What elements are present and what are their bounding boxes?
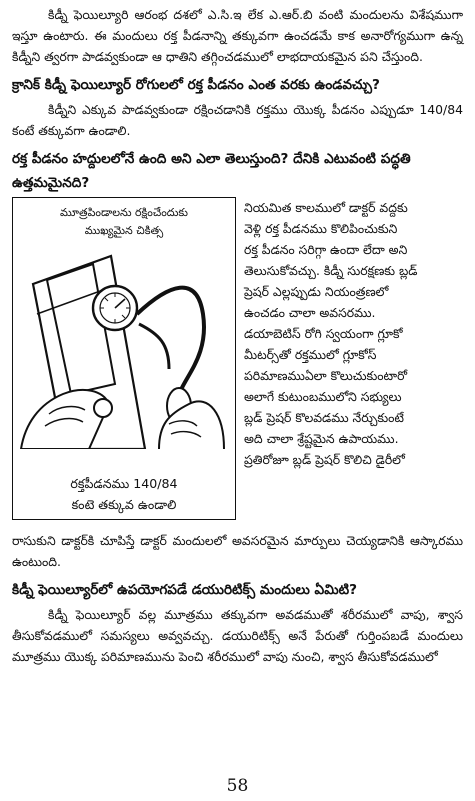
figure-caption-bottom [17, 473, 231, 515]
side-line: ప్రెషర్ ఎల్లప్పుడు నియంత్రణలో [244, 284, 389, 299]
figure-caption-bottom-line1: రక్తపీడనము 140/84 [70, 476, 178, 491]
side-line: రక్త పీడనం సరిగ్గా ఉందా లేదా అని [244, 242, 408, 257]
side-line: బ్లడ్ ప్రెషర్ కొలవడము నేర్చుకుంటే [244, 410, 404, 425]
blood-pressure-figure [12, 197, 236, 520]
side-line: వెళ్లి రక్త పీడనము కొలిపించుకుని [244, 221, 398, 236]
side-line: అది చాలా శ్రేష్టమైన ఉపాయము. [244, 431, 399, 446]
side-line: పరిమాణముఏలా కొలుచుకుంటారో [244, 368, 408, 383]
side-line: మీటర్స్‌తో రక్తములో గ్లూకోస్ [244, 347, 377, 362]
figure-caption-top-line1: మూత్రపిండాలను రక్షించేందుకు [60, 206, 188, 219]
side-line: ప్రతిరోజూ బ్లడ్ ప్రెషర్ కొలిచి డైరీలో [244, 452, 405, 467]
paragraph-diuretics: కిడ్నీ ఫెయిల్యూర్ వల్ల మూత్రము తక్కువగా అవడముతో శరీరములో వాపు, శ్వాస తీసుకోవడములో సమస్యలు అవ్వవచ్చు. డయురిటిక్స్ అనే పేరుతో గుర్తింపబడే మందులు మూత్రము యొక్క పరిమాణమును పెంచి శరీరములో వాపు నుంచి, శ్వాస తీసుకోవడములో [12, 607, 463, 664]
side-line: ఉంచడం చాలా అవసరము. [244, 305, 376, 320]
side-line: నియమిత కాలములో డాక్టర్ వద్దకు [244, 200, 408, 215]
figure-caption-top [21, 204, 227, 240]
paragraph-blood-pressure-limit: కిడ్నీని ఎక్కువ పాడవ్వకుండా రక్షించడానికి రక్తము యొక్క పీడనం ఎప్పుడూ 140/84 కంటే తక్కువగా ఉండాలి. [12, 102, 463, 138]
blood-pressure-measurement-illustration [19, 244, 229, 449]
side-line: తెలుసుకోవచ్చు. కిడ్నీ సురక్షణకు బ్లడ్ [244, 263, 418, 278]
figure-caption-top-line2: ముఖ్యమైన చికిత్స [84, 224, 164, 237]
page-content [12, 4, 463, 667]
intro-paragraph: కిడ్నీ ఫెయిల్యూరి ఆరంభ దశలో ఎ.సి.ఇ లేక ఎ.ఆర్.బి వంటి మందులను విశేషముగా ఇస్తూ ఉంటారు. ఈ మందులు రక్త పీడనాన్ని తక్కువగా ఉంచడమే కాక అనారోగ్యముగా ఉన్న కిడ్నీని త్వరగా పాడవ్వకుండా ఆ ధాతిని తగ్గించడములో లాభదాయకమైన పని చేస్తుంది. [12, 7, 463, 64]
figure-caption-bottom-line2: కంటె తక్కువ ఉండాలి [71, 497, 177, 512]
side-line: డయాబెటిస్ రోగి స్వయంగా గ్లూకో [244, 326, 403, 341]
page-number: 58 [226, 776, 249, 796]
paragraph-diary-continued: రాసుకుని డాక్టర్‌కి చూపిస్తే డాక్టర్ మందులలో అవసరమైన మార్పులు చెయ్యడానికి ఆస్కారము ఉంటుంది. [12, 533, 463, 569]
heading-blood-pressure-limit: క్రానిక్ కిడ్నీ ఫెయిల్యూర్ రోగులలో రక్త పీడనం ఎంత వరకు ఉండవచ్చు? [12, 77, 380, 93]
heading-diuretics: కిడ్నీ ఫెయిల్యూర్‌లో ఉపయోగపడే డయురిటిక్స్ మందులు ఏమిటి? [12, 582, 357, 598]
side-paragraph [244, 197, 463, 470]
heading-how-to-know: రక్త పీడనం హద్దులలోనే ఉంది అని ఎలా తెలుస్తుంది? దేనికి ఎటువంటి పద్ధతి ఉత్తమమైనది? [12, 151, 411, 191]
figure-and-text-section [12, 197, 463, 530]
side-line: అలాగే కుటుంబములోని సభ్యులు [244, 389, 402, 404]
